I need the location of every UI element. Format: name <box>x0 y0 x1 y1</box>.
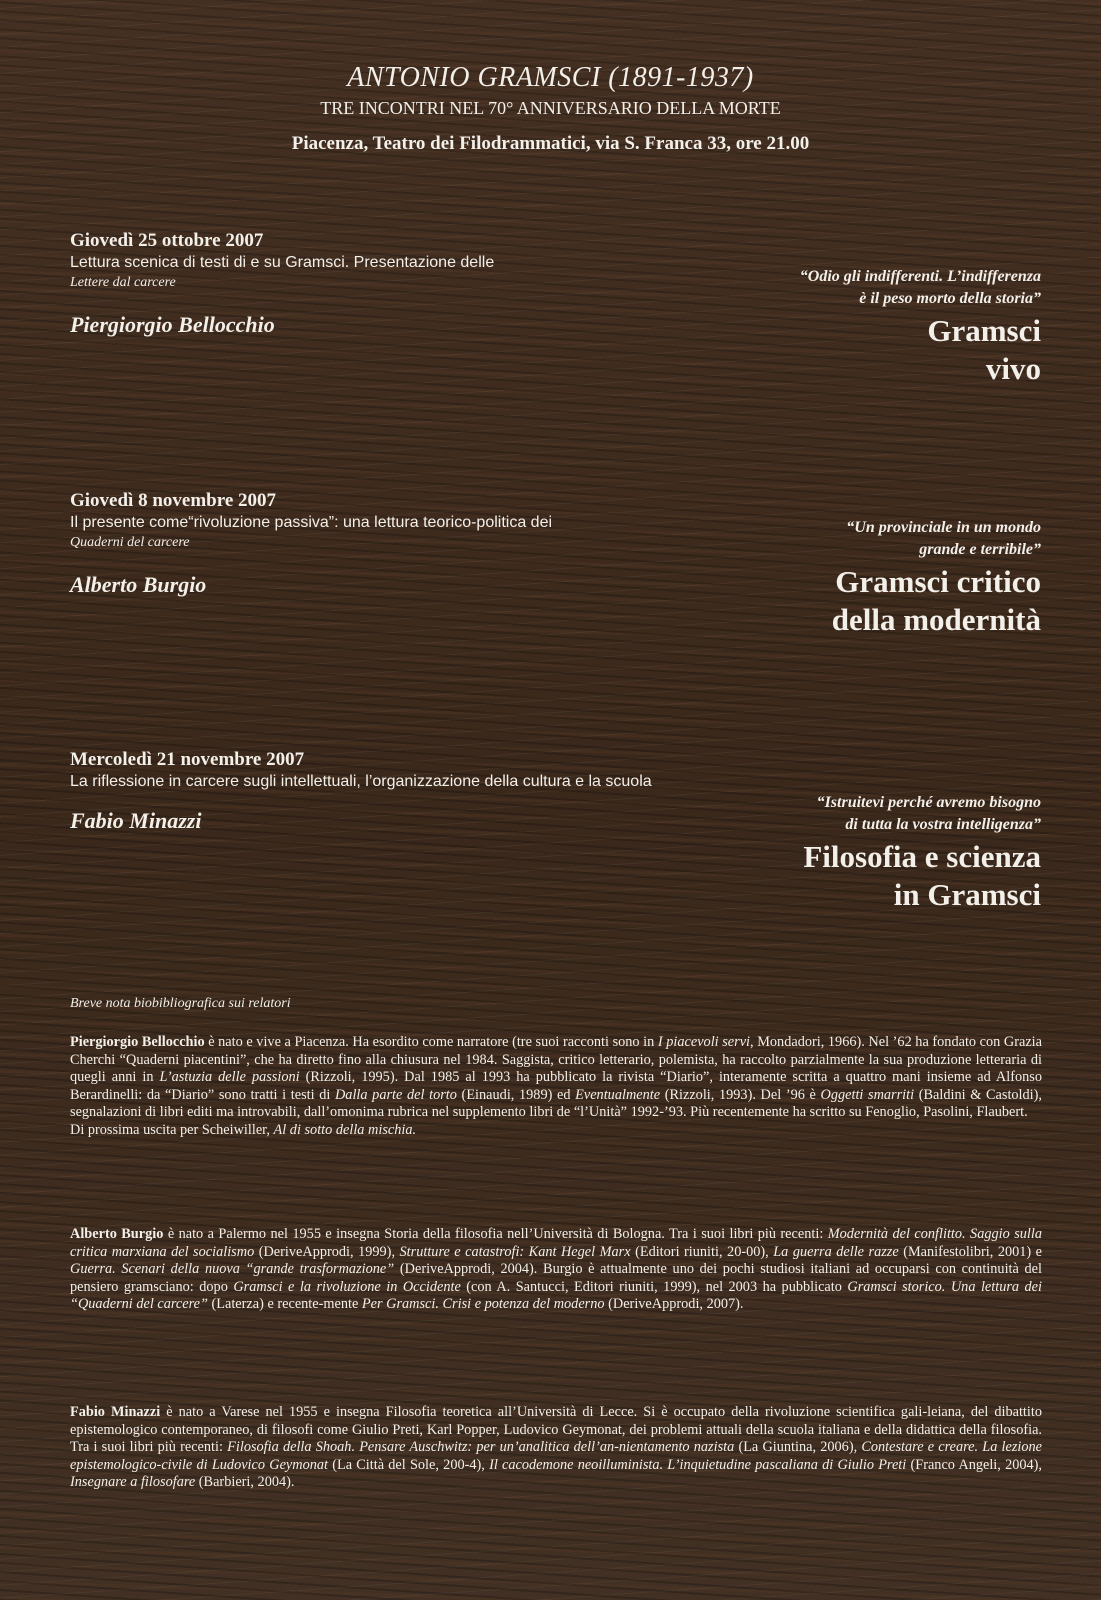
speaker-name: Piergiorgio Bellocchio <box>70 312 275 337</box>
event-book-title: Quaderni del carcere <box>70 535 190 550</box>
theme-title: della modernità <box>831 602 1041 637</box>
bio-book-title: Oggetti smarriti <box>820 1086 915 1103</box>
bio-book-title: Eventualmente <box>575 1086 661 1103</box>
bio-text: è nato e vive a Piacenza. Ha esordito come narratore (tre suoi racconti sono in <box>204 1034 658 1050</box>
venue: Piacenza, Teatro dei Filodrammatici, via S. Franca 33, ore 21.00 <box>291 133 810 154</box>
bio-book-title: Gramsci storico. Una lettura dei “Quaderni del carcere” <box>70 1278 1043 1313</box>
bio-book-title: La guerra delle razze <box>773 1243 899 1260</box>
bio-minazzi <box>70 1404 1042 1492</box>
bio-book-title: Al di sotto della mischia. <box>273 1121 417 1138</box>
bio-burgio <box>70 1226 1042 1314</box>
bio-book-title: Per Gramsci. Crisi e potenza del moderno <box>361 1296 605 1313</box>
bio-text: (DeriveApprodi, 2007). <box>604 1296 744 1313</box>
theme-title: in Gramsci <box>893 877 1041 912</box>
bio-text: (Rizzoli, 1995). Dal 1985 al 1993 ha pubblicato la rivista “Diario”, interamente scritta a quattro mani insieme ad Alfonso Berardinelli: da “Diario” sono tratti i testi di <box>70 1069 1042 1103</box>
bio-text: (Manifestolibri, 2001) e <box>898 1243 1043 1260</box>
event-description: La riflessione in carcere sugli intellettuali, l’organizzazione della cultura e la scuola <box>70 773 652 790</box>
event-date: Giovedì 8 novembre 2007 <box>70 490 277 511</box>
event-book-title: Lettere dal carcere <box>70 275 176 290</box>
bio-book-title: L’astuzia delle passioni <box>159 1069 300 1086</box>
bio-text: (Einaudi, 1989) ed <box>456 1086 576 1103</box>
bio-text: è nato a Palermo nel 1955 e insegna Storia della filosofia nell’Università di Bologna. Tra i suoi libri più recenti: <box>163 1226 828 1242</box>
bio-text: (Editori riuniti, 20-00), <box>630 1243 774 1260</box>
bio-book-title: Gramsci e la rivoluzione in Occidente <box>233 1278 461 1295</box>
subtitle: TRE INCONTRI NEL 70° ANNIVERSARIO DELLA MORTE <box>320 98 781 118</box>
main-title: ANTONIO GRAMSCI (1891-1937) <box>347 62 754 93</box>
event-1-theme <box>581 266 1041 388</box>
bio-text: (Franco Angeli, 2004), <box>906 1456 1042 1473</box>
bio-bellocchio <box>70 1034 1042 1140</box>
bio-book-title: Modernità del conflitto. Saggio sulla critica marxiana del socialismo <box>70 1226 1042 1260</box>
bio-book-title: Contestare e creare. La lezione epistemologico-civile di Ludovico Geymonat <box>70 1439 1043 1473</box>
bio-book-title: I piacevoli servi <box>657 1034 751 1050</box>
bio-book-title: Strutture e catastrofi: Kant Hegel Marx <box>399 1243 631 1260</box>
event-date: Giovedì 25 ottobre 2007 <box>70 230 264 251</box>
bio-book-title: Dalla parte del torto <box>334 1086 457 1103</box>
bio-text: (con A. Santucci, Editori riuniti, 1999), nel 2003 ha pubblicato <box>460 1278 848 1295</box>
bio-heading: Breve nota biobibliografica sui relatori <box>70 996 291 1011</box>
quote-line: di tutta la vostra intelligenza” <box>845 816 1041 833</box>
theme-title: Gramsci critico <box>835 564 1041 599</box>
event-description: Il presente come“rivoluzione passiva”: una lettura teorico-politica dei <box>70 514 553 531</box>
bio-name: Piergiorgio Bellocchio <box>70 1034 205 1050</box>
theme-title: Filosofia e scienza <box>803 839 1041 874</box>
bio-text: (La Giuntina, 2006), <box>734 1439 862 1456</box>
event-3-theme <box>581 792 1041 914</box>
bio-text: è nato a Varese nel 1955 e insegna Filosofia teoretica all’Università di Lecce. Si è occupato della rivoluzione scientifica gali-leiana, del dibattito epistemologico contemporaneo, di filosofi come Giulio Preti, Karl Popper, Ludovico Geymonat, dei problemi attuali della scuola italiana e della didattica della filosofia. Tra i suoi libri più recenti: <box>70 1404 1042 1456</box>
speaker-name: Alberto Burgio <box>70 572 207 597</box>
quote-line: è il peso morto della storia” <box>859 290 1041 307</box>
poster-header <box>0 60 1101 156</box>
theme-title: Gramsci <box>927 313 1041 348</box>
bio-book-title: Filosofia della Shoah. Pensare Auschwitz: per un’analitica dell’an-nientamento nazista <box>227 1439 735 1456</box>
event-description: Lettura scenica di testi di e su Gramsci. Presentazione delle <box>70 254 495 271</box>
bio-text: (Baldini & Castoldi), segnalazioni di libri editi ma introvabili, dall’omonima rubrica nel supplemento libri de “l’Unità” 1992-’93. Più recentemente ha scritto su Fenoglio, Pasolini, Flaubert. <box>70 1086 1042 1121</box>
bio-book-title: Insegnare a filosofare <box>70 1474 196 1491</box>
theme-title: vivo <box>985 351 1041 386</box>
quote-line: “Un provinciale in un mondo <box>846 519 1041 536</box>
bio-name: Fabio Minazzi <box>70 1404 161 1420</box>
bio-text: (La Città del Sole, 200-4), <box>328 1456 490 1473</box>
bio-text: (Rizzoli, 1993). Del ’96 è <box>660 1086 821 1103</box>
bio-text: (Laterza) e recente-mente <box>207 1296 362 1313</box>
bio-name: Alberto Burgio <box>70 1226 164 1242</box>
event-date: Mercoledì 21 novembre 2007 <box>70 749 305 770</box>
quote-line: grande e terribile” <box>919 541 1041 558</box>
quote-line: “Istruitevi perché avremo bisogno <box>816 794 1041 811</box>
bio-text: (DeriveApprodi, 2004). Burgio è attualmente uno dei pochi studiosi italiani ad occuparsi con continuità del pensiero gramsciano: dopo <box>70 1261 1042 1295</box>
speaker-name: Fabio Minazzi <box>70 808 202 833</box>
bio-text: , Mondadori, 1966). Nel ’62 ha fondato con Grazia Cherchi “Quaderni piacentini”, che ha diretto fino alla chiusura nel 1984. Saggista, critico letterario, polemista, ha raccolto parzialmente la sua produzione letteraria di quegli anni in <box>70 1034 1042 1086</box>
bio-book-title: Guerra. Scenari della nuova “grande trasformazione” <box>70 1261 395 1278</box>
quote-line: “Odio gli indifferenti. L’indifferenza <box>799 268 1041 285</box>
bio-text: Di prossima uscita per Scheiwiller, <box>70 1121 274 1138</box>
bio-text: (DeriveApprodi, 1999), <box>254 1243 400 1260</box>
bio-book-title: Il cacodemone neoilluminista. L’inquietudine pascaliana di Giulio Preti <box>489 1456 907 1473</box>
event-2-theme <box>581 517 1041 639</box>
bio-text: (Barbieri, 2004). <box>195 1474 295 1491</box>
